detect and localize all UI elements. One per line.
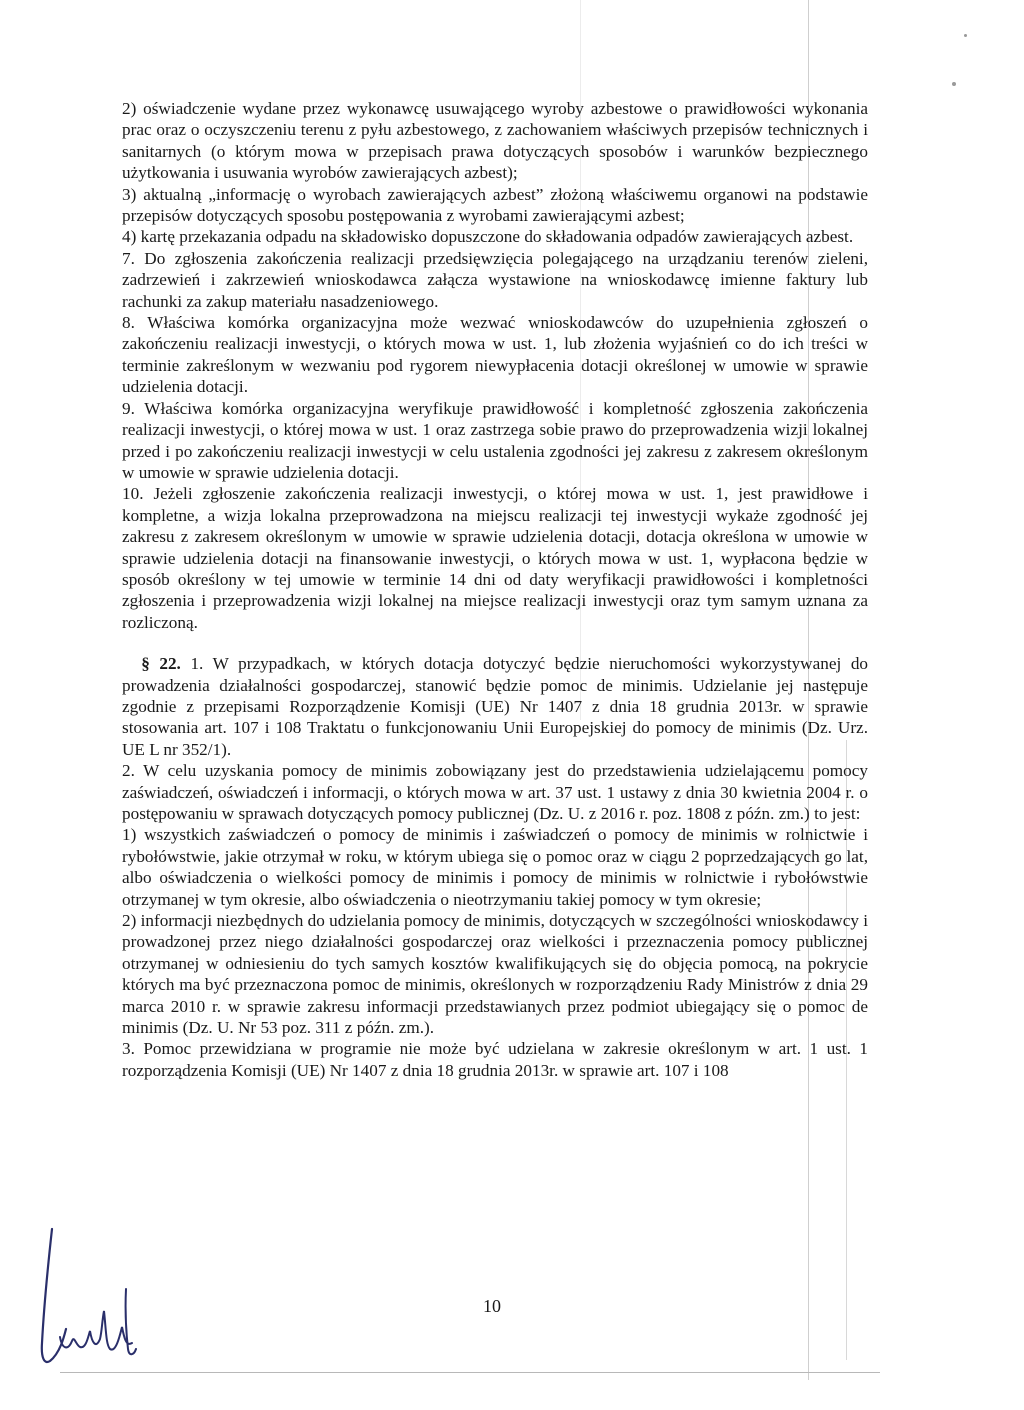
paragraph-item-4: 4) kartę przekazania odpadu na składowisko dopuszczone do składowania odpadów zawierających azbest. [122,227,854,247]
handwritten-signature-icon [30,1225,140,1375]
paragraph-item-3: 3) aktualną „informację o wyrobach zawierających azbest” złożoną właściwemu organowi na podstawie przepisów dotyczących sposobu postępowania z wyrobami zawierającymi azbest; [122,184,868,226]
section-22-item-1: 1) wszystkich zaświadczeń o pomocy de minimis i zaświadczeń o pomocy de minimis w rolnictwie i rybołówstwie, jakie otrzymał w roku, w którym ubiega się o pomoc oraz w ciągu 2 poprzedzających go lat, albo oświadczenia o wielkości pomocy de minimis i pomocy de minimis w rolnictwie i rybołówstwie otrzymanej w tym okresie, albo oświadczenia o nieotrzymaniu takiej pomocy w tym okresie; [122,825,868,909]
section-22-paragraph-1 [122,653,868,760]
scan-bottom-line [60,1372,880,1373]
paragraph-point-10: 10. Jeżeli zgłoszenie zakończenia realizacji inwestycji, o której mowa w ust. 1, jest prawidłowe i kompletne, a wizja lokalna przeprowadzona na miejscu realizacji tej inwestycji wykaże zgodność jej zakresu z zakresem określonym w umowie w sprawie udzielenia dotacji, dotacja określona w umowie w sprawie udzielenia dotacji na finansowanie inwestycji, o których mowa w ust. 1, wypłacona będzie w sposób określony w tej umowie w terminie 14 dni od daty weryfikacji prawidłowości i kompletności zgłoszenia i przeprowadzenia wizji lokalnej na miejsce realizacji inwestycji oraz tym samym uznana za rozliczoną. [122,484,868,632]
scan-speck [952,82,956,86]
section-22-text-1: 1. W przypadkach, w których dotacja dotyczyć będzie nieruchomości wykorzystywanej do prowadzenia działalności gospodarczej, stanowić będzie pomoc de minimis. Udzielanie jej następuje zgodnie z przepisami Rozporządzenie Komisji (UE) Nr 1407 z dnia 18 grudnia 2013r. w sprawie stosowania art. 107 i 108 Traktatu o funkcjonowaniu Unii Europejskiej do pomocy de minimis (Dz. Urz. UE L nr 352/1). [122,654,869,759]
paragraph-point-7: 7. Do zgłoszenia zakończenia realizacji przedsięwzięcia polegającego na urządzaniu terenów zieleni, zadrzewień i zakrzewień wnioskodawca załącza wystawione na wnioskodawcę imienne faktury lub rachunki za zakup materiału nasadzeniowego. [122,248,868,311]
paragraph-point-8: 8. Właściwa komórka organizacyjna może wezwać wnioskodawców do uzupełnienia zgłoszeń o zakończeniu realizacji inwestycji, o których mowa w ust. 1, lub złożenia wyjaśnień co do ich treści w terminie zakreślonym w wezwaniu pod rygorem niewypłacenia dotacji określonej w umowie w sprawie udzielenia dotacji. [122,313,868,397]
scan-speck [964,34,967,37]
page-number: 10 [483,1296,501,1316]
section-22-paragraph-2: 2. W celu uzyskania pomocy de minimis zobowiązany jest do przedstawienia udzielającemu pomocy zaświadczeń, oświadczeń i informacji, o których mowa w art. 37 ust. 1 ustawy z dnia 30 kwietnia 2004 r. o postępowaniu w sprawach dotyczących pomocy publicznej (Dz. U. z 2016 r. poz. 1808 z późn. zm.) to jest: [122,761,868,823]
section-mark: § 22. [141,654,181,674]
paragraph-point-9: 9. Właściwa komórka organizacyjna weryfikuje prawidłowość i kompletność zgłoszenia zakończenia realizacji inwestycji, o której mowa w ust. 1 oraz zastrzega sobie prawo do przeprowadzenia wizji lokalnej przed i po zakończeniu realizacji inwestycji w celu ustalenia zgodności jej zakresu z zakresem określonym w umowie w sprawie udzielenia dotacji. [122,398,868,482]
paragraph-item-2: 2) oświadczenie wydane przez wykonawcę usuwającego wyroby azbestowe o prawidłowości wykonania prac oraz o oczyszczeniu terenu z pyłu azbestowego, z zachowaniem właściwych przepisów technicznych i sanitarnych (o którym mowa w przepisach prawa dotyczących sposobów i warunków bezpiecznego użytkowania i usuwania wyrobów zawierających azbest); [122,99,868,183]
paragraph-gap [122,633,868,653]
document-body [122,98,868,1081]
section-22-paragraph-3: 3. Pomoc przewidziana w programie nie może być udzielana w zakresie określonym w art. 1 ust. 1 rozporządzenia Komisji (UE) Nr 1407 z dnia 18 grudnia 2013r. w sprawie art. 107 i 108 [122,1039,868,1080]
section-22-item-2: 2) informacji niezbędnych do udzielania pomocy de minimis, dotyczących w szczególności wnioskodawcy i prowadzonej przez niego działalności gospodarczej oraz wielkości i przeznaczenia pomocy publicznej otrzymanej w odniesieniu do tych samych kosztów kwalifikujących się do objęcia pomocą, na pokrycie których ma być przeznaczona pomoc de minimis, określonych w rozporządzeniu Rady Ministrów z dnia 29 marca 2010 r. w sprawie zakresu informacji przedstawianych przez podmiot ubiegający się o pomoc de minimis (Dz. U. Nr 53 poz. 311 z późn. zm.). [122,911,868,1038]
scan-top-edge [0,0,1024,30]
